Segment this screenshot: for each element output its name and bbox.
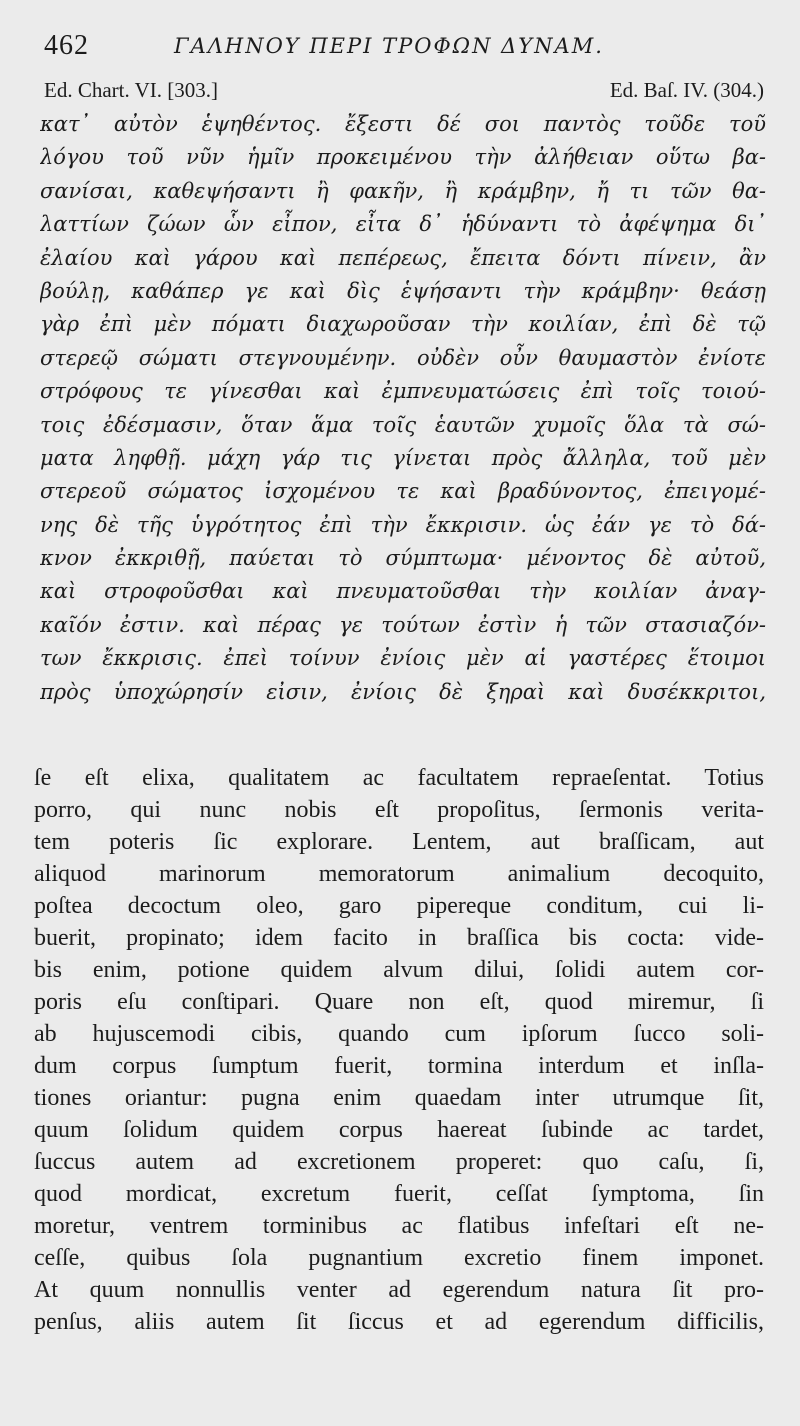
latin-line: tem poteris ſic explorare. Lentem, aut braſſicam, aut	[34, 829, 764, 855]
greek-line: γὰρ ἐπὶ μὲν πόματι διαχωροῦσαν τὴν κοιλίαν, ἐπὶ δὲ τῷ	[40, 312, 766, 337]
greek-line: κνον ἐκκριθῇ, παύεται τὸ σύμπτωμα· μένοντος δὲ αὐτοῦ,	[40, 546, 766, 571]
latin-text-block	[34, 762, 764, 1338]
latin-line: tiones oriantur: pugna enim quaedam inter utrumque ſit,	[34, 1085, 764, 1111]
edition-basel: Ed. Baſ. IV. (304.)	[609, 78, 764, 102]
edition-chartier: Ed. Chart. VI. [303.]	[44, 78, 218, 102]
greek-line: βούλῃ, καθάπερ γε καὶ δὶς ἑψήσαντι τὴν κράμβην· θεάσῃ	[40, 278, 766, 303]
latin-line: poris eſu conſtipari. Quare non eſt, quod miremur, ſi	[34, 989, 764, 1015]
greek-line: τοις ἐδέσμασιν, ὅταν ἅμα τοῖς ἑαυτῶν χυμοῖς ὅλα τὰ σώ-	[40, 412, 766, 437]
latin-line: quum ſolidum quidem corpus haereat ſubinde ac tardet,	[34, 1117, 764, 1143]
greek-line: ματα ληφθῇ. μάχη γάρ τις γίνεται πρὸς ἄλληλα, τοῦ μὲν	[40, 445, 766, 470]
latin-line: quod mordicat, excretum fuerit, ceſſat ſymptoma, ſin	[34, 1181, 764, 1207]
greek-line: κατ᾽ αὐτὸν ἑψηθέντος. ἔξεστι δέ σοι παντὸς τοῦδε τοῦ	[40, 112, 766, 136]
greek-line: των ἔκκρισις. ἐπεὶ τοίνυν ἐνίοις μὲν αἱ γαστέρες ἕτοιμοι	[40, 646, 766, 671]
greek-line: καὶ στροφοῦσθαι καὶ πνευματοῦσθαι τὴν κοιλίαν ἀναγ-	[40, 579, 766, 604]
latin-line: porro, qui nunc nobis eſt propoſitus, ſermonis verita-	[34, 797, 764, 823]
greek-line: ἐλαίου καὶ γάρου καὶ πεπέρεως, ἔπειτα δόντι πίνειν, ἂν	[40, 245, 766, 270]
page-header	[44, 30, 760, 66]
latin-line: At quum nonnullis venter ad egerendum natura ſit pro-	[34, 1277, 764, 1303]
latin-line: ſuccus autem ad excretionem properet: quo caſu, ſi,	[34, 1149, 764, 1175]
greek-line: καῖόν ἐστιν. καὶ πέρας γε τούτων ἐστὶν ἡ τῶν στασιαζόν-	[40, 612, 766, 637]
latin-line: ſe eſt elixa, qualitatem ac facultatem repraeſentat. Totius	[34, 765, 764, 791]
greek-line: στερεῷ σώματι στεγνουμένην. οὐδὲν οὖν θαυμαστὸν ἐνίοτε	[40, 345, 766, 370]
latin-line: bis enim, potione quidem alvum dilui, ſolidi autem cor-	[34, 957, 764, 983]
greek-line: στερεοῦ σώματος ἰσχομένου τε καὶ βραδύνοντος, ἐπειγομέ-	[40, 479, 766, 504]
page-number: 462	[44, 30, 89, 61]
greek-line: λαττίων ζώων ὧν εἶπον, εἶτα δ᾽ ἡδύναντι τὸ ἀφέψημα δι᾽	[40, 212, 766, 237]
greek-line: νης δὲ τῆς ὑγρότητος ἐπὶ τὴν ἔκκρισιν. ὡς ἐάν γε τὸ δά-	[40, 512, 766, 537]
latin-line: poſtea decoctum oleo, garo pipereque conditum, cui li-	[34, 893, 764, 919]
latin-line: buerit, propinato; idem facito in braſſica bis cocta: vide-	[34, 925, 764, 951]
latin-line: penſus, aliis autem ſit ſiccus et ad egerendum difficilis,	[34, 1309, 764, 1335]
latin-line: dum corpus ſumptum fuerit, tormina interdum et inſla-	[34, 1053, 764, 1079]
greek-line: σανίσαι, καθεψήσαντι ἢ φακῆν, ἢ κράμβην, ἤ τι τῶν θα-	[40, 178, 766, 203]
greek-text-block	[40, 108, 766, 709]
latin-line: moretur, ventrem torminibus ac flatibus infeſtari eſt ne-	[34, 1213, 764, 1239]
latin-line: ceſſe, quibus ſola pugnantium excretio finem imponet.	[34, 1245, 764, 1271]
greek-line: στρόφους τε γίνεσθαι καὶ ἐμπνευματώσεις ἐπὶ τοῖς τοιού-	[40, 379, 766, 404]
running-title: ΓΑΛΗΝΟΥ ΠΕΡΙ ΤΡΟΦΩΝ ΔΥΝΑΜ.	[174, 34, 604, 58]
edition-references	[44, 78, 764, 106]
latin-line: ab hujuscemodi cibis, quando cum ipſorum ſucco soli-	[34, 1021, 764, 1047]
latin-line: aliquod marinorum memoratorum animalium decoquito,	[34, 861, 764, 887]
greek-line: πρὸς ὑποχώρησίν εἰσιν, ἐνίοις δὲ ξηραὶ καὶ δυσέκκριτοι,	[40, 679, 766, 704]
greek-line: λόγου τοῦ νῦν ἡμῖν προκειμένου τὴν ἀλήθειαν οὕτω βα-	[40, 145, 766, 170]
